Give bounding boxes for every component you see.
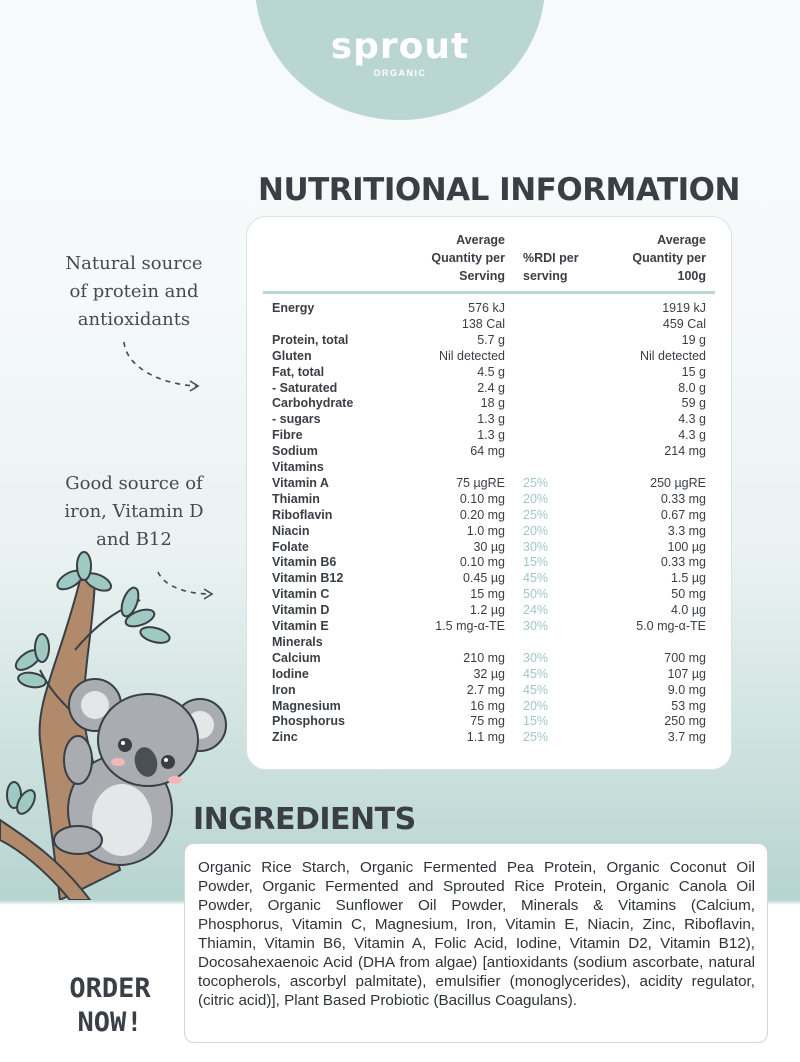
row-rdi-value: 24%: [523, 603, 549, 618]
row-serving-value: 15 mg: [470, 587, 505, 602]
table-row: [247, 492, 731, 508]
row-rdi-value: 30%: [523, 619, 549, 633]
protein-note-line: of protein and: [69, 281, 199, 302]
row-per100g-value: 9.0 mg: [667, 682, 706, 697]
row-serving-value: 1.3 g: [477, 428, 505, 443]
brand-subtitle: ORGANIC: [373, 68, 427, 78]
row-label: Phosphorus: [272, 714, 345, 729]
row-label: Protein, total: [272, 332, 349, 347]
row-per100g-value: 19 g: [681, 332, 706, 347]
dashed-arrow-icon: [118, 338, 208, 394]
row-per100g-value: 0.67 mg: [660, 507, 706, 522]
table-row: [247, 444, 731, 460]
row-serving-value: 1.1 mg: [466, 730, 505, 745]
row-rdi-value: 20%: [523, 491, 549, 506]
nutrition-table-card: [246, 216, 732, 770]
header-line: Average: [657, 233, 706, 247]
row-label: Folate: [272, 539, 309, 554]
row-rdi-value: 50%: [523, 587, 549, 602]
header-line: Quantity per: [632, 251, 706, 265]
table-row: [247, 365, 731, 381]
table-row: [247, 667, 731, 683]
row-serving-value: 576 kJ: [468, 301, 505, 315]
row-label: Vitamin B6: [272, 555, 337, 570]
row-label: Niacin: [272, 523, 310, 538]
order-line: ORDER: [69, 973, 151, 1004]
row-label: Iron: [272, 682, 296, 697]
brand-logo: sprout: [330, 26, 470, 67]
row-rdi-value: 45%: [523, 571, 549, 586]
row-label: Fat, total: [272, 364, 325, 379]
row-serving-value: 30 µg: [473, 539, 505, 554]
row-serving-value: 16 mg: [470, 698, 505, 713]
table-row: [247, 428, 731, 444]
row-per100g-value: 107 µg: [667, 666, 706, 681]
table-row: [247, 699, 731, 715]
row-rdi-value: 45%: [523, 666, 549, 681]
header-line: serving: [523, 269, 568, 283]
row-rdi-value: 15%: [523, 555, 549, 570]
row-label: Sodium: [272, 444, 318, 459]
row-rdi-value: 20%: [523, 523, 549, 538]
iron-note-line: Good source of: [65, 473, 203, 494]
row-serving-value: 2.4 g: [477, 380, 505, 395]
row-per100g-value: 3.3 mg: [667, 523, 706, 538]
row-serving-value: Nil detected: [438, 348, 505, 363]
row-per100g-value: 250 µgRE: [650, 475, 706, 490]
row-label: Vitamin D: [272, 603, 330, 618]
table-row: [247, 524, 731, 540]
protein-note-line: antioxidants: [77, 309, 191, 330]
iron-note-line: and B12: [96, 529, 172, 550]
row-serving-value: 2.7 mg: [466, 682, 505, 697]
row-serving-value: 0.10 mg: [459, 555, 505, 570]
row-label: Gluten: [272, 348, 312, 363]
row-serving-value: 5.7 g: [477, 332, 505, 347]
row-serving-value: 75 µgRE: [456, 475, 505, 490]
row-rdi-value: 25%: [523, 730, 549, 745]
row-serving-value: 0.10 mg: [459, 491, 505, 506]
row-serving-value: 1.3 g: [477, 412, 505, 427]
header-line: Quantity per: [431, 251, 505, 265]
row-label: Minerals: [272, 634, 323, 649]
row-label: Energy: [272, 301, 315, 315]
row-per100g-value: 15 g: [681, 364, 706, 379]
table-row: [247, 571, 731, 587]
row-per100g-value: 4.3 g: [678, 412, 706, 427]
row-rdi-value: 15%: [523, 714, 549, 729]
row-rdi-value: 30%: [523, 539, 549, 554]
row-per100g-value: 5.0 mg-α-TE: [636, 619, 706, 633]
row-per100g-value: Nil detected: [639, 348, 706, 363]
row-label: Fibre: [272, 428, 303, 443]
table-row: [247, 476, 731, 492]
table-row: [247, 603, 731, 619]
header-line: 100g: [677, 269, 706, 283]
row-serving-value: 0.20 mg: [459, 507, 505, 522]
order-line: NOW!: [77, 1007, 143, 1038]
row-serving-value: 138 Cal: [461, 316, 505, 331]
order-now-text: [48, 972, 172, 1040]
row-rdi-value: 25%: [523, 507, 549, 522]
row-per100g-value: 100 µg: [667, 539, 706, 554]
table-row: [247, 349, 731, 365]
table-row: [247, 508, 731, 524]
ingredients-title: INGREDIENTS: [193, 802, 416, 837]
row-label: Carbohydrate: [272, 396, 354, 411]
table-row: [247, 301, 731, 317]
header-avg-100g: [632, 231, 706, 285]
ingredients-text: Organic Rice Starch, Organic Fermented Pea Protein, Organic Coconut Oil Powder, Organic Fermented and Sprouted Rice Protein, Organic Canola Oil Powder, Organic Sunflower Oil Powder, Minerals & Vitamins (Calcium, Phosphorus, Vitamin C, Magnesium, Iron, Vitamin E, Niacin, Zinc, Riboflavin, Thiamin, Vitamin B6, Vitamin A, Folic Acid, Iodine, Vitamin D2, Vitamin B12), Docosahexaenoic Acid (DHA from algae) [antioxidants (sodium ascorbate, natural tocopherols, ascorbyl palmitate), emulsifier (monoglycerides), acidity regulator, (citric acid)], Plant Based Probiotic (Bacillus Coagulans).: [198, 859, 755, 1009]
row-per100g-value: 53 mg: [671, 698, 706, 713]
header-line: Average: [456, 233, 505, 247]
table-row: [247, 555, 731, 571]
row-serving-value: 4.5 g: [477, 364, 505, 379]
row-label: - Saturated: [272, 380, 338, 395]
ingredients-box: [184, 843, 768, 1043]
row-rdi-value: 45%: [523, 682, 549, 697]
row-serving-value: 18 g: [480, 396, 505, 411]
row-per100g-value: 1919 kJ: [662, 301, 706, 315]
row-per100g-value: 214 mg: [664, 444, 706, 459]
row-per100g-value: 59 g: [681, 396, 706, 411]
table-row: [247, 683, 731, 699]
protein-note-line: Natural source: [65, 253, 203, 274]
row-per100g-value: 1.5 µg: [670, 571, 706, 586]
row-rdi-value: 20%: [523, 698, 549, 713]
table-row: [247, 619, 731, 635]
row-rdi-value: 30%: [523, 650, 549, 665]
nutrition-title: NUTRITIONAL INFORMATION: [258, 172, 740, 208]
header-rdi: [523, 249, 579, 285]
table-row: [247, 730, 731, 746]
table-row: [247, 540, 731, 556]
row-serving-value: 75 mg: [470, 714, 505, 729]
row-serving-value: 1.2 µg: [469, 603, 505, 618]
row-serving-value: 0.45 µg: [463, 571, 505, 586]
row-per100g-value: 50 mg: [671, 587, 706, 602]
protein-note: [34, 250, 234, 334]
table-row: [247, 587, 731, 603]
row-label: Magnesium: [272, 698, 341, 713]
row-label: Vitamin E: [272, 619, 329, 633]
header-line: %RDI per: [523, 251, 579, 265]
table-row: [247, 714, 731, 730]
table-row: [247, 412, 731, 428]
row-rdi-value: 25%: [523, 475, 549, 490]
iron-note-line: iron, Vitamin D: [64, 501, 204, 522]
row-serving-value: 32 µg: [473, 666, 505, 681]
row-per100g-value: 0.33 mg: [660, 491, 706, 506]
table-row: [247, 651, 731, 667]
row-per100g-value: 4.3 g: [678, 428, 706, 443]
table-row: [247, 381, 731, 397]
row-label: Thiamin: [272, 491, 320, 506]
row-per100g-value: 4.0 µg: [670, 603, 706, 618]
row-label: Vitamin A: [272, 475, 329, 490]
row-serving-value: 210 mg: [463, 650, 505, 665]
row-label: Calcium: [272, 650, 321, 665]
row-label: Vitamin B12: [272, 571, 344, 586]
header-divider: [263, 291, 715, 294]
header-avg-serving: [431, 231, 505, 285]
table-row: [247, 333, 731, 349]
row-label: Zinc: [272, 730, 298, 745]
row-per100g-value: 700 mg: [664, 650, 706, 665]
header-line: Serving: [459, 269, 505, 283]
row-label: Vitamins: [272, 460, 324, 474]
row-per100g-value: 8.0 g: [678, 380, 706, 395]
row-label: Vitamin C: [272, 587, 330, 602]
row-serving-value: 64 mg: [470, 444, 505, 459]
table-row: [247, 460, 731, 476]
row-label: Riboflavin: [272, 507, 333, 522]
row-label: - sugars: [272, 412, 321, 427]
row-per100g-value: 3.7 mg: [667, 730, 706, 745]
table-row: [247, 635, 731, 651]
row-per100g-value: 250 mg: [664, 714, 706, 729]
table-row: [247, 396, 731, 412]
row-label: Iodine: [272, 666, 309, 681]
table-row: [247, 317, 731, 333]
row-per100g-value: 0.33 mg: [660, 555, 706, 570]
row-serving-value: 1.5 mg-α-TE: [435, 619, 505, 633]
row-per100g-value: 459 Cal: [662, 316, 706, 331]
row-serving-value: 1.0 mg: [466, 523, 505, 538]
